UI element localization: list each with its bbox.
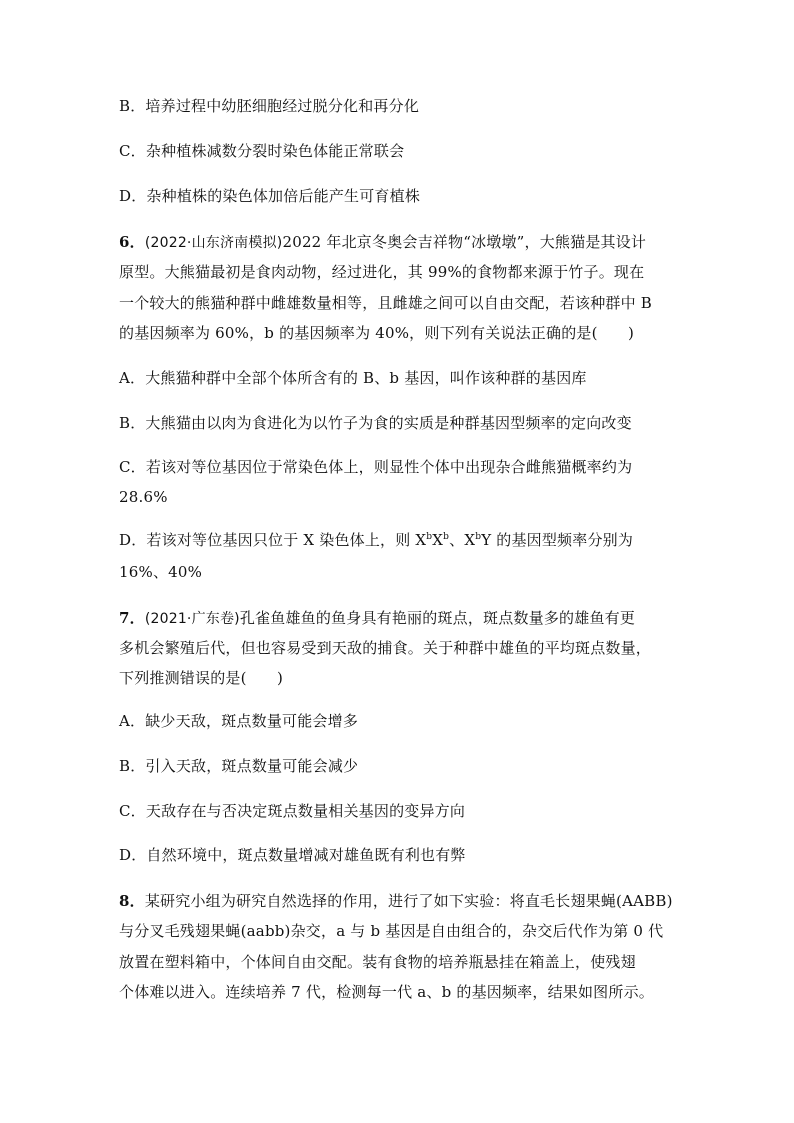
q6-option-c-line-1: C．若该对等位基因位于常染色体上，则显性个体中出现杂合雌熊猫概率约为 <box>119 458 633 476</box>
q7-source: (2021·广东卷) <box>144 611 240 627</box>
q6-option-d-sup-2: b <box>443 532 450 542</box>
q7-stem-line-1 <box>119 608 635 629</box>
q6-stem-line-1 <box>119 232 646 253</box>
q7-stem-line-3: 下列推测错误的是( ) <box>119 669 284 687</box>
q8-number: 8． <box>119 892 145 910</box>
q7-number: 7． <box>119 609 145 627</box>
q6-stem-line-2: 原型。大熊猫最初是食肉动物，经过进化，其 99%的食物都来源于竹子。现在 <box>119 263 645 281</box>
q7-option-d: D．自然环境中，斑点数量增减对雄鱼既有利也有弊 <box>119 846 466 864</box>
q6-option-d-text-mid2: 、X <box>449 531 476 549</box>
q6-option-d-text-post: Y 的基因型频率分别为 <box>481 531 634 549</box>
q5-option-b: B．培养过程中幼胚细胞经过脱分化和再分化 <box>119 97 420 115</box>
q7-stem-line-2: 多机会繁殖后代，但也容易受到天敌的捕食。关于种群中雄鱼的平均斑点数量， <box>119 639 652 657</box>
q8-stem-line-3: 放置在塑料箱中，个体间自由交配。装有食物的培养瓶悬挂在箱盖上，使残翅 <box>119 953 636 971</box>
q6-source: (2022·山东济南模拟) <box>144 235 283 251</box>
q8-stem-line-1 <box>119 891 673 911</box>
q6-option-a: A．大熊猫种群中全部个体所含有的 B、b 基因，叫作该种群的基因库 <box>119 369 587 387</box>
q7-option-b: B．引入天敌，斑点数量可能会减少 <box>119 757 359 775</box>
q6-option-d-line-1 <box>119 530 633 550</box>
q6-number: 6． <box>119 233 145 251</box>
q6-option-d-text-pre: D．若该对等位基因只位于 X 染色体上，则 X <box>119 531 427 549</box>
q5-option-c: C．杂种植株减数分裂时染色体能正常联会 <box>119 142 405 160</box>
q6-option-b: B．大熊猫由以肉为食进化为以竹子为食的实质是种群基因型频率的定向改变 <box>119 414 632 432</box>
q7-option-c: C．天敌存在与否决定斑点数量相关基因的变异方向 <box>119 802 466 820</box>
q7-option-a: A．缺少天敌，斑点数量可能会增多 <box>119 712 359 730</box>
q8-stem-line-4: 个体难以进入。连续培养 7 代，检测每一代 a、b 的基因频率，结果如图所示。 <box>119 983 654 1001</box>
q5-option-d: D．杂种植株的染色体加倍后能产生可育植株 <box>119 187 421 205</box>
q6-stem-line-3: 一个较大的熊猫种群中雌雄数量相等，且雌雄之间可以自由交配，若该种群中 B <box>119 294 652 312</box>
q8-stem-line-2: 与分叉毛残翅果蝇(aabb)杂交，a 与 b 基因是自由组合的，杂交后代作为第 0 代 <box>119 922 664 940</box>
q6-option-c-line-2: 28.6% <box>119 488 168 506</box>
q6-option-d-sup-3: b <box>475 532 482 542</box>
q6-option-d-line-2: 16%、40% <box>119 563 203 581</box>
q7-stem-text-1: 孔雀鱼雄鱼的鱼身具有艳丽的斑点，斑点数量多的雄鱼有更 <box>239 609 636 627</box>
q8-stem-text-1: 某研究小组为研究自然选择的作用，进行了如下实验：将直毛长翅果蝇(AABB) <box>144 892 673 910</box>
q6-stem-text-1: 2022 年北京冬奥会吉祥物“冰墩墩”，大熊猫是其设计 <box>282 233 647 251</box>
q6-option-d-text-mid: X <box>432 531 444 549</box>
q6-stem-line-4: 的基因频率为 60%，b 的基因频率为 40%，则下列有关说法正确的是( ) <box>119 324 635 342</box>
q6-option-d-sup-1: b <box>426 532 433 542</box>
